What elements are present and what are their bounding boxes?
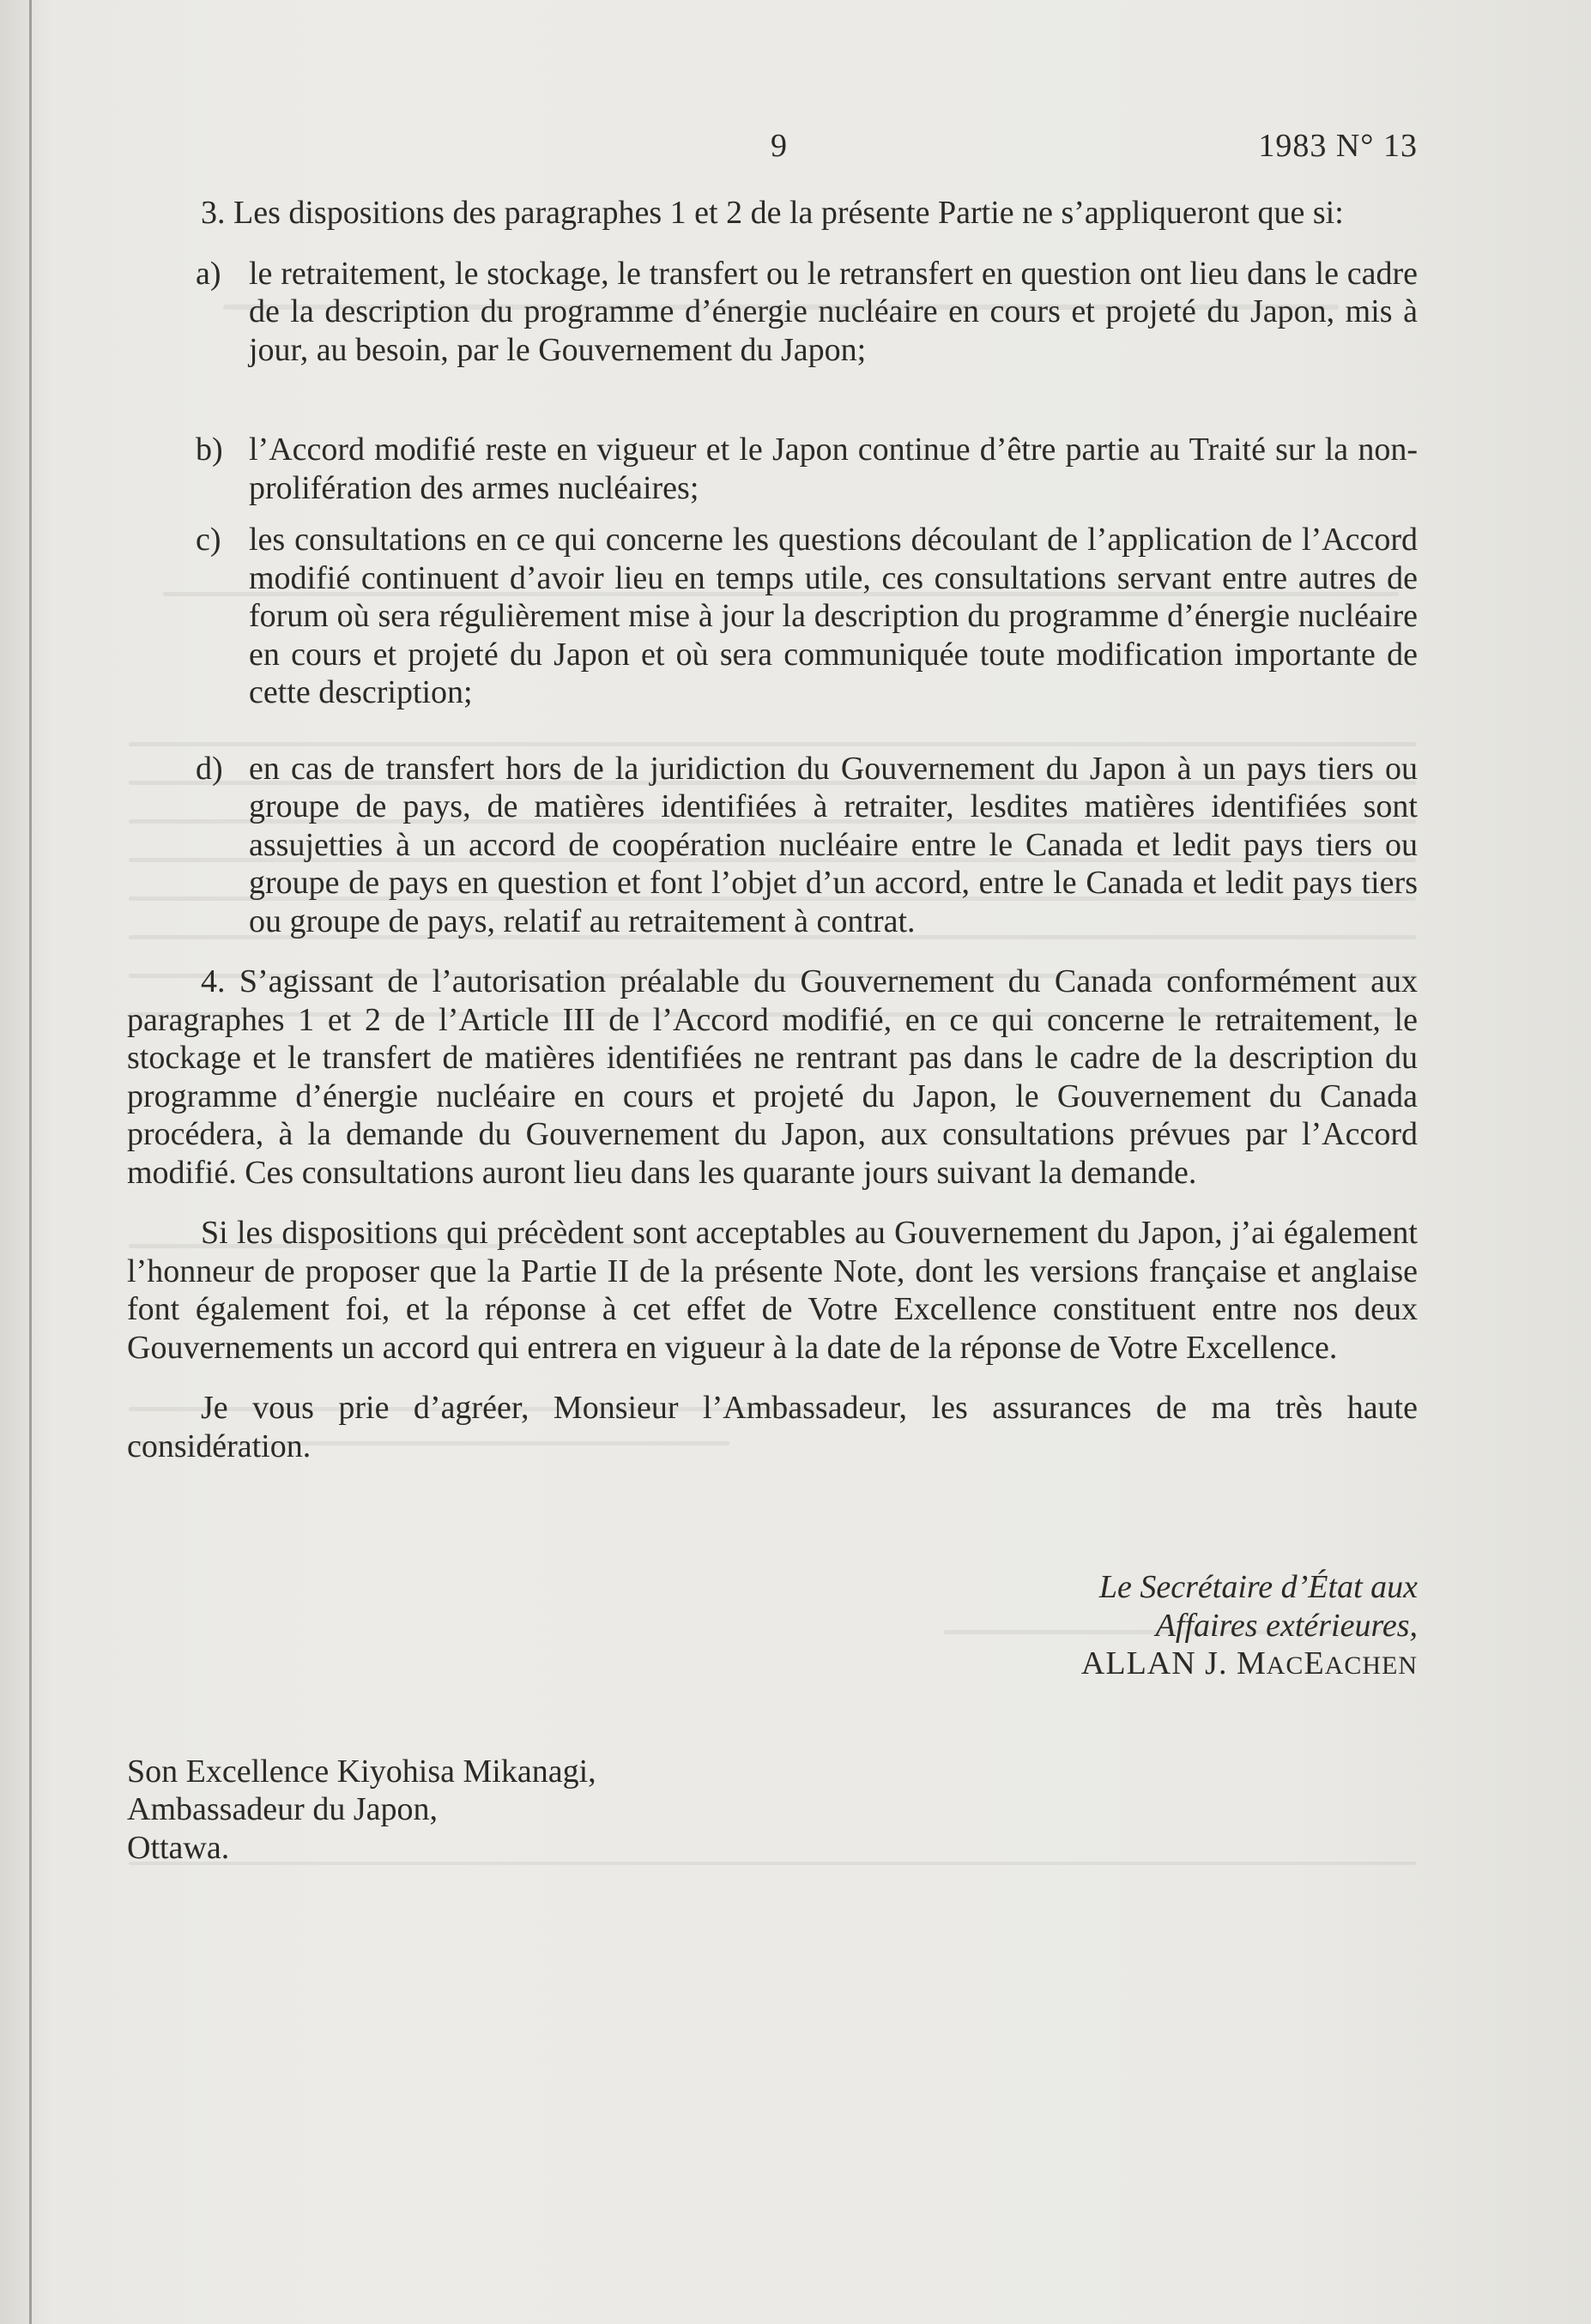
- list-item-a: [196, 255, 1418, 370]
- list-letter: c): [196, 522, 221, 558]
- addressee-line3: Ottawa.: [127, 1829, 230, 1866]
- page-number: 9: [771, 128, 787, 164]
- signatory-title-line1: Le Secrétaire d’État aux: [1098, 1569, 1418, 1605]
- signature-block: [127, 1568, 1418, 1686]
- list-item-text: en cas de transfert hors de la juridiction du Gouvernement du Japon à un pays tiers ou groupe de pays, de matières identifiées à retraiter, lesdites matières identifiées sont assujetties à un accord de coopération nucléaire entre le Canada et ledit pays tiers ou groupe de pays en question et font l’objet d’un accord, entre le Canada et ledit pays tiers ou groupe de pays, relatif au retraitement à contrat.: [249, 750, 1418, 939]
- paragraph-3-intro: 3. Les dispositions des paragraphes 1 et 2 de la présente Partie ne s’appliqueront que si:: [201, 195, 1344, 231]
- binding-edge: [29, 0, 32, 2324]
- list-item-d: [196, 750, 1418, 941]
- page-header: [127, 120, 1418, 172]
- list-letter: d): [196, 750, 223, 787]
- document-body: [127, 120, 1418, 1867]
- addressee-line1: Son Excellence Kiyohisa Mikanagi,: [127, 1753, 596, 1790]
- paragraph-4: 4. S’agissant de l’autorisation préalable du Gouvernement du Canada conformément aux paragraphes 1 et 2 de l’Article III de l’Accord modifié, en ce qui concerne le retraitement, le stockage et le transfert de matières identifiées ne rentrant pas dans le cadre de la description du programme d’énergie nucléaire en cours et projeté du Japon, le Gouvernement du Canada procédera, à la demande du Gouvernement du Japon, aux consultations prévues par l’Accord modifié. Ces consultations auront lieu dans les quarante jours suivant la demande.: [127, 963, 1418, 1191]
- closing-formula: Je vous prie d’agréer, Monsieur l’Ambassadeur, les assurances de ma très haute considération.: [127, 1390, 1418, 1464]
- list-letter: a): [196, 255, 221, 292]
- list-item-text: le retraitement, le stockage, le transfert ou le retransfert en question ont lieu dans le cadre de la description du programme d’énergie nucléaire en cours et projeté du Japon, mis à jour, au besoin, par le Gouvernement du Japon;: [249, 255, 1418, 368]
- list-item-text: l’Accord modifié reste en vigueur et le Japon continue d’être partie au Traité sur la non-prolifération des armes nucléaires;: [249, 432, 1418, 506]
- addressee-block: [127, 1753, 1418, 1868]
- signatory-name: ALLAN J. MACEACHEN: [1080, 1645, 1418, 1681]
- signatory-title-line2: Affaires extérieures,: [1155, 1607, 1418, 1644]
- document-reference: 1983 N° 13: [1258, 128, 1418, 164]
- list-letter: b): [196, 432, 223, 468]
- list-item-c: [196, 521, 1418, 712]
- list-item-text: les consultations en ce qui concerne les questions découlant de l’application de l’Accord modifié continuent d’avoir lieu en temps utile, ces consultations servant entre autres de forum où sera régulièrement mise à jour la description du programme d’énergie nucléaire en cours et projeté du Japon et où sera communiquée toute modification importante de cette description;: [249, 522, 1418, 710]
- list-item-b: [196, 431, 1418, 507]
- addressee-line2: Ambassadeur du Japon,: [127, 1791, 438, 1827]
- paragraph-5: Si les dispositions qui précèdent sont acceptables au Gouvernement du Japon, j’ai également l’honneur de proposer que la Partie II de la présente Note, dont les versions française et anglaise font également foi, et la réponse à cet effet de Votre Excellence constituent entre nos deux Gouvernements un accord qui entrera en vigueur à la date de la réponse de Votre Excellence.: [127, 1215, 1418, 1366]
